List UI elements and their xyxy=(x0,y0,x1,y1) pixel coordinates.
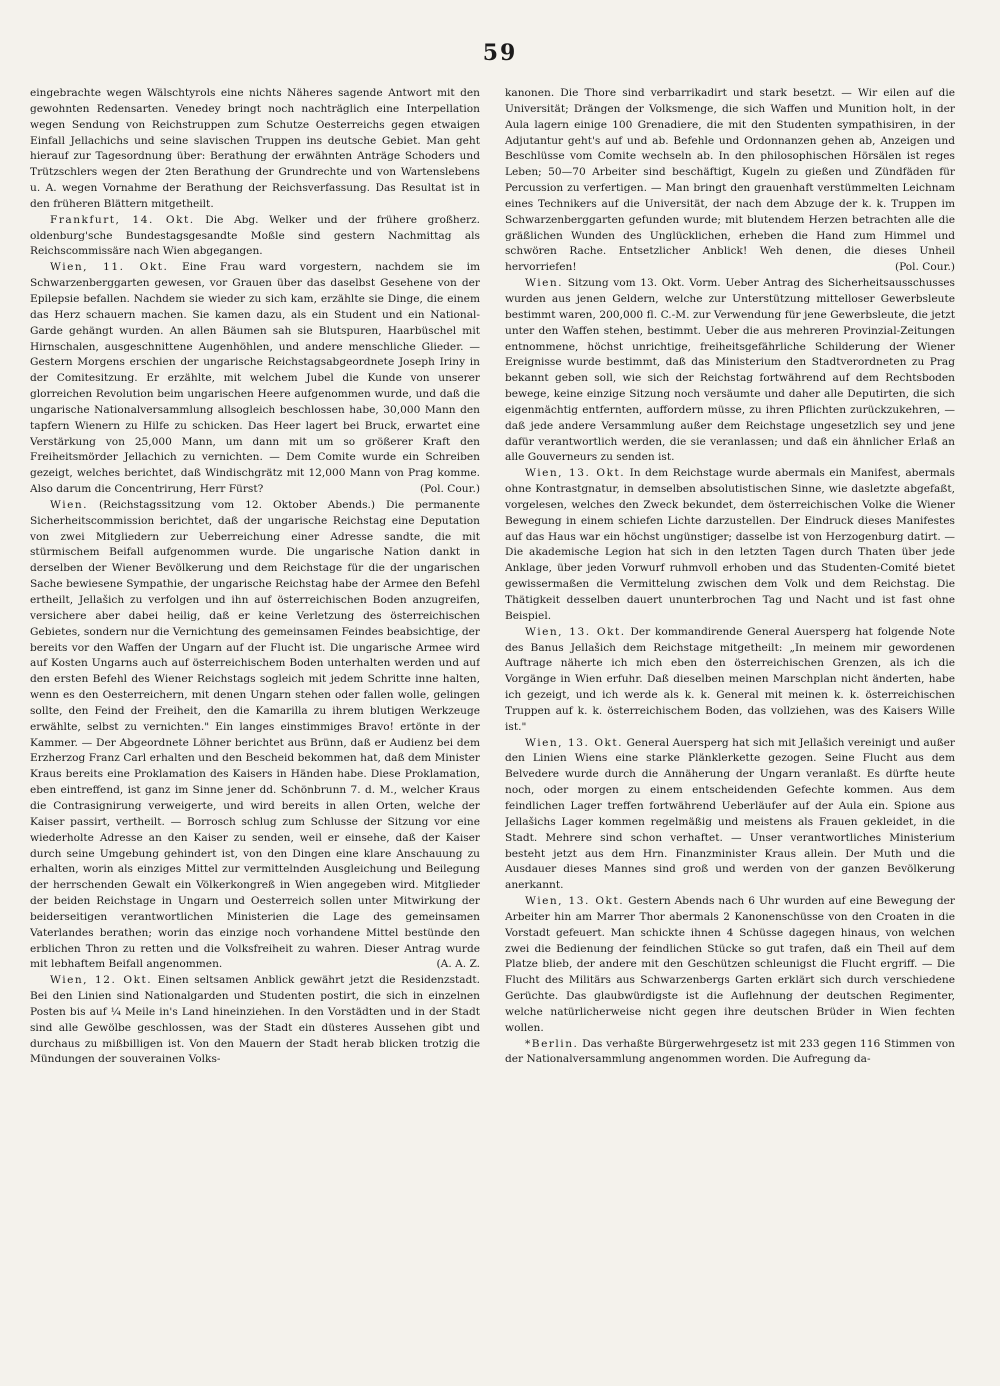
paragraph-text: Der kommandirende General Auersperg hat folgende Note des Banus Jellašich dem Reichstage mitgetheilt: „In meinem mir gewordenen Auftrage näherte ich mich eben den österreichischen Grenzen, als ich die Vorgänge in Wien erfuhr. Daß dieselben meinen Marschplan nicht änderten, habe ich gezeigt, und ich werde als k. k. General mit meinen k. k. österreichischen Truppen auf k. k. österreichischem Boden, das vollziehen, was des Kaisers Wille ist." xyxy=(505,625,955,733)
paragraph-text: In dem Reichstage wurde abermals ein Manifest, abermals ohne Kontrastgnatur, in demselben absolutistischen Sinne, wie dasletzte abgefaßt, vorgelesen, welches den Zweck bekundet, dem österreichischen Volke die Wiener Bewegung in einem schiefen Lichte darzustellen. Der Eindruck dieses Manifestes auf das Haus war ein höchst ungünstiger; dasselbe ist von Herzogenburg datirt. — Die akademische Legion hat sich in den letzten Tagen durch Thaten über jede Anklage, über jeden Vorwurf ruhmvoll erhoben und das Studenten-Comité bietet gewissermaßen die Vermittelung zwischen dem Volk und dem Reichstag. Die Thätigkeit desselben dauert ununterbrochen Tag und Nacht und ist fast ohne Beispiel. xyxy=(505,467,955,622)
paragraph xyxy=(505,466,955,624)
paragraph xyxy=(505,894,955,1037)
paragraph-text: Einen seltsamen Anblick gewährt jetzt die Residenzstadt. Bei den Linien sind Nationalgarden und Studenten postirt, die sich in einzelnen Posten bis auf ¼ Meile in's Land hineinziehen. In den Vorstädten und in der Stadt sind alle Gewölbe geschlossen, was der Stadt ein düsteres Aussehen gibt und durchaus zu mißbilligen ist. Von den Mauern der Stadt herab blicken trotzig die Mündungen der souverainen Volks- xyxy=(30,974,480,1066)
dateline: Wien, 13. Okt. xyxy=(525,736,624,749)
paragraph-text: kanonen. Die Thore sind verbarrikadirt und stark besetzt. — Wir eilen auf die Universität; Drängen der Volksmenge, die sich Waffen und Munition holt, in der Aula lagern einige 100 Grenadiere, die mit den Studenten sympathisiren, in der Adjutantur geht's auf und ab. Befehle und Ordonnanzen gehen ab, Anzeigen und Beschlüsse vom Comite wechseln ab. In den philosophischen Hörsälen ist reges Leben; 50—70 Arbeiter sind beschäftigt, Kugeln zu gießen und Zündfäden für Percussion zu verfertigen. — Man bringt den grauenhaft verstümmelten Leichnam eines Technikers auf die Universität, der nach dem Abzuge der k. k. Truppen im Schwarzenberggarten gefunden wurde; mit blutendem Herzen betrachten alle die gräßlichen Wunden des Unglücklichen, erheben die Hand zum Himmel und schwören Rache. Entsetzlicher Anblick! Weh denen, die dieses Unheil hervorriefen! xyxy=(505,87,955,274)
dateline: Wien, 13. Okt. xyxy=(525,625,626,638)
source-citation: (Pol. Cour.) xyxy=(419,483,480,496)
paragraph-text: General Auersperg hat sich mit Jellašich vereinigt und außer den Linien Wiens eine starke Plänklerkette gezogen. Seine Flucht aus dem Belvedere wurde durch die Annäherung der Ungarn veranlaßt. Es dürfte heute noch, oder morgen zu einem entscheidenden Gefechte kommen. Aus dem feindlichen Lager treffen fortwährend Ueberläufer auf der Aula ein. Spione aus Jellašichs Lager kommen regelmäßig und meistens als Frauen gekleidet, in die Stadt. Mehrere sind schon verhaftet. — Unser verantwortliches Ministerium besteht jetzt aus dem Hrn. Finanzminister Kraus allein. Der Muth und die Ausdauer dieses Mannes sind groß und werden von der ganzen Bevölkerung anerkannt. xyxy=(505,736,955,892)
paragraph-text: Die Abg. Welker und der frühere großherz. oldenburg'sche Bundestagsgesandte Moßle sind gestern Nachmittag als Reichscommissäre nach Wien abgegangen. xyxy=(30,213,480,258)
paragraph-text: Das verhaßte Bürgerwehrgesetz ist mit 233 gegen 116 Stimmen von der Nationalversammlung angenommen worden. Die Aufregung da- xyxy=(505,1037,955,1066)
page-number: 59 xyxy=(482,40,518,66)
paragraph-text: Gestern Abends nach 6 Uhr wurden auf eine Bewegung der Arbeiter hin am Marrer Thor abermals 2 Kanonenschüsse von den Croaten in die Vorstadt gefeuert. Man schickte ihnen 4 Schüsse dagegen hinaus, von welchen zwei die Bedienung der feindlichen Stücke so gut trafen, daß ein Theil auf dem Platze blieb, der andere mit den Geschützen schleunigst die Flucht ergriff. — Die Flucht des Militärs aus Schwarzenbergs Garten erklärt sich durch verschiedene Gerüchte. Das glaubwürdigste ist die Auflehnung der deutschen Regimenter, welche natürlicherweise nicht gegen ihre deutschen Brüder in Wien fechten wollen. xyxy=(505,895,955,1034)
paragraph xyxy=(30,260,480,498)
paragraph xyxy=(505,1037,955,1069)
dateline: Wien, 13. Okt. xyxy=(525,895,625,908)
dateline: Wien, 13. Okt. xyxy=(525,467,626,480)
dateline: *Berlin. xyxy=(525,1037,579,1050)
left-column xyxy=(30,86,480,1371)
paragraph xyxy=(505,276,955,466)
paragraph xyxy=(505,736,955,894)
paragraph xyxy=(30,973,480,1068)
right-column xyxy=(505,86,955,1371)
dateline: Wien, 12. Okt. xyxy=(50,974,153,987)
paragraph-text: eingebrachte wegen Wälschtyrols eine nichts Näheres sagende Antwort mit den gewohnten Redensarten. Venedey bringt noch nachträglich eine Interpellation wegen Sendung von Reichstruppen zum Schutze Oesterreichs gegen etwaigen Einfall Jellachichs und seine slavischen Truppen ins deutsche Gebiet. Man geht hierauf zur Tagesordnung über: Berathung der erwähnten Anträge Schoders und Trützschlers wegen der 2ten Berathung der Grundrechte und von Wartenslebens u. A. wegen Vornahme der Berathung der Reichsverfassung. Das Resultat ist in den früheren Blättern mitgetheilt. xyxy=(30,87,480,210)
dateline: Wien. xyxy=(50,498,89,511)
source-citation: (A. A. Z. xyxy=(436,958,480,971)
paragraph xyxy=(505,86,955,276)
paragraph-text: Eine Frau ward vorgestern, nachdem sie im Schwarzenberggarten gewesen, vor Grauen über das daselbst Gesehene von der Epilepsie befallen. Nachdem sie wieder zu sich kam, erzählte sie Dinge, die einem das Herz schauern machen. Sie kamen dazu, als ein Student und ein National-Garde gehängt wurden. An allen Bäumen sah sie Blutspuren, Haarbüschel mit Hirnschalen, ausgeschnittene Augenhöhlen, und andere menschliche Glieder. — Gestern Morgens erschien der ungarische Reichstagsabgeordnete Joseph Iriny in der Comitesitzung. Er erzählte, mit welchem Jubel die Kunde von unserer glorreichen Revolution beim ungarischen Heere aufgenommen wurde, und daß die ungarische Nationalversammlung allsogleich beschlossen habe, 30,000 Mann den tapfern Wienern zu Hilfe zu schicken. Das Heer lagert bei Bruck, erwartet eine Verstärkung von 25,000 Mann, um dann mit um so größerer Kraft den Freiheitsmörder Jellachich zu vernichten. — Dem Comite wurde ein Schreiben gezeigt, welches berichtet, daß Windischgrätz mit 12,000 Mann von Prag komme. Also darum die Concentrirung, Herr Fürst? xyxy=(30,261,480,496)
dateline: Frankfurt, 14. Okt. xyxy=(50,213,195,226)
source-citation: (Pol. Cour.) xyxy=(894,261,955,274)
paragraph-text: Sitzung vom 13. Okt. Vorm. Ueber Antrag des Sicherheitsausschusses wurden aus jenen Geldern, welche zur Unterstützung mittelloser Gewerbsleute bestimmt waren, 200,000 fl. C.-M. zur Verwendung für jene Gewerbsleute, die jetzt unter den Waffen stehen, bestimmt. Ueber die aus mehreren Provinzial-Zeitungen entnommene, höchst unrichtige, freiheitsgefährliche Schilderung der Wiener Ereignisse wurde bestimmt, daß das Ministerium den Stadtverordneten zu Prag bekannt geben soll, wie sich der Reichstag fortwährend auf dem Rechtsboden bewege, keine einzige Sitzung noch versäumte und daher alle Deputirten, die sich eigenmächtig entfernten, auffordern müsse, zu ihren Pflichten zurückzukehren, — daß jede andere Versammlung außer dem Reichstage ungesetzlich sey und jene dafür verantwortlich werden, die sie veranlassen; und daß ein ähnlicher Erlaß an alle Gouverneurs zu senden ist. xyxy=(505,277,955,464)
dateline: Wien. xyxy=(525,277,564,290)
dateline: Wien, 11. Okt. xyxy=(50,261,169,274)
paragraph xyxy=(30,213,480,261)
paragraph-text: (Reichstagssitzung vom 12. Oktober Abends.) Die permanente Sicherheitscommission berichtet, daß der ungarische Reichstag eine Deputation von zwei Mitgliedern zur Ueberreichung einer Adresse sandte, die mit stürmischem Beifall aufgenommen wurde. Die ungarische Nation dankt in derselben der Wiener Bevölkerung und dem Reichstage für die der ungarischen Sache bewiesene Sympathie, der ungarische Reichstag habe der Armee den Befehl ertheilt, Jellašich zu verfolgen und ihn auf österreichischen Boden anzugreifen, versichere aber dabei heilig, daß er keine Verletzung des österreichischen Gebietes, sondern nur die Vernichtung des gemeinsamen Feindes beabsichtige, der bereits vor den Waffen der Ungarn auf der Flucht ist. Die ungarische Armee wird auf Kosten Ungarns auch auf österreichischem Boden unterhalten werden und auf den ersten Befehl des Wiener Reichstags sogleich mit jedem Schritte inne halten, wenn es den Oesterreichern, mit denen Ungarn stehen oder fallen wolle, gelingen sollte, den Feind der Freiheit, den die Kamarilla zu ihrem blutigen Werkzeuge erwählte, selbst zu vernichten." Ein langes einstimmiges Bravo! ertönte in der Kammer. — Der Abgeordnete Löhner berichtet aus Brünn, daß er Audienz bei dem Erzherzog Franz Carl erhalten und den Bescheid bekommen hat, daß dem Minister Kraus bereits eine Proklamation des Kaisers in Händen habe. Diese Proklamation, eben eintreffend, ist ganz im Sinne jener dd. Schönbrunn 7. d. M., welcher Kraus die Contrasignirung verweigerte, und wird bereits in allen Orten, welche der Kaiser passirt, vertheilt. — Borrosch schlug zum Schlusse der Sitzung vor eine wiederholte Adresse an den Kaiser zu senden, weil er einsehe, daß der Kaiser durch seine Umgebung gehindert ist, von den Dingen eine klare Anschauung zu erhalten, worin als einziges Mittel zur vermittelnden Ausgleichung und Beilegung der herrschenden Gewalt ein Völkerkongreß in Wien angegeben wird. Mitglieder der beiden Reichstage in Ungarn und Oesterreich sollen unter Mitwirkung der beiderseitigen verantwortlichen Ministerien die Lage des gemeinsamen Vaterlandes berathen; worin das einzige noch vorhandene Mittel bestünde den erblichen Thron zu retten und die Volksfreiheit zu wahren. Dieser Antrag wurde mit lebhaftem Beifall angenommen. xyxy=(30,498,480,971)
paragraph xyxy=(30,86,480,213)
paragraph xyxy=(505,625,955,736)
paragraph xyxy=(30,498,480,973)
